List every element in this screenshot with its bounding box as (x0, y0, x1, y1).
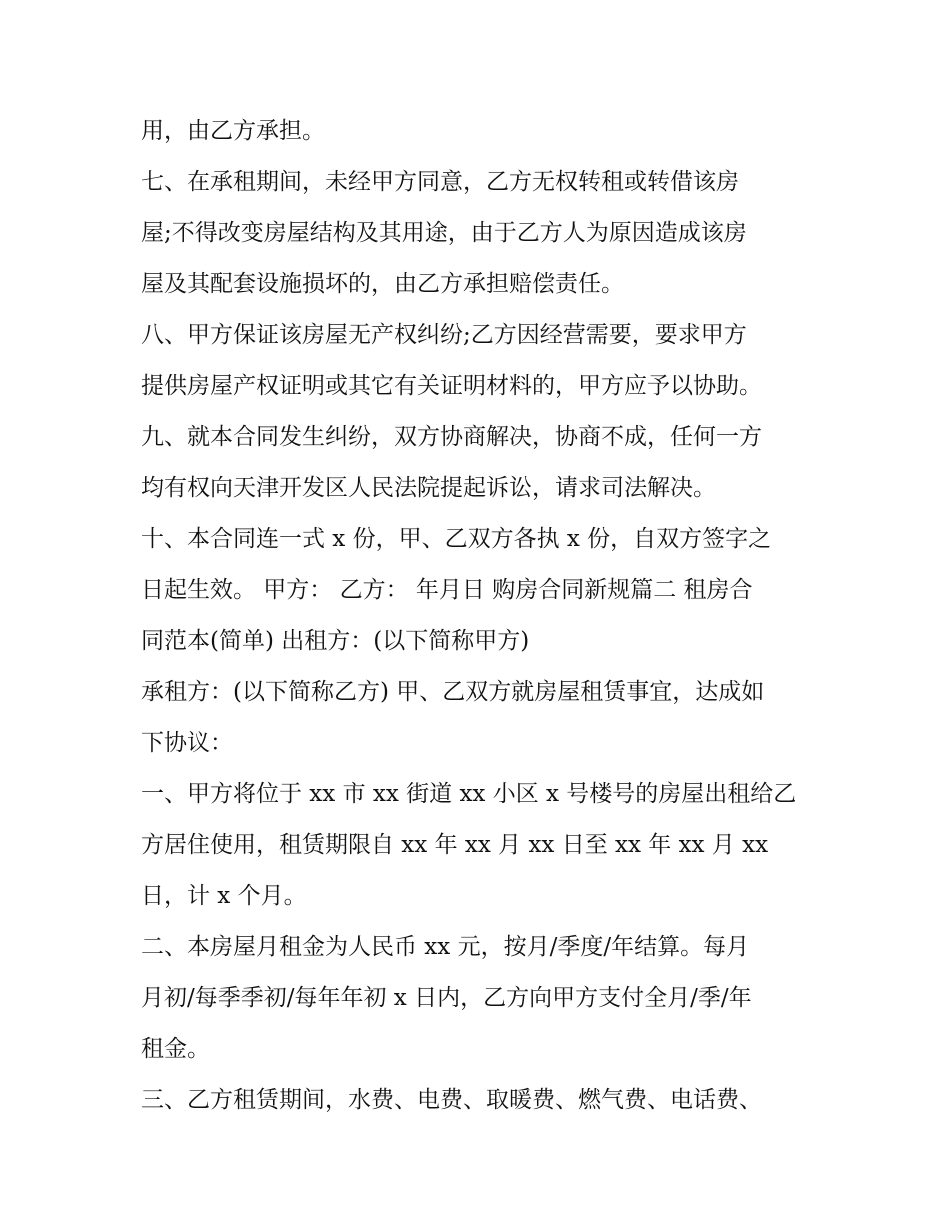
text-line: 日，计 x 个月。 (141, 883, 307, 909)
text-line: 日起生效。 甲方： 乙方： 年月日 购房合同新规篇二 租房合 (141, 577, 753, 603)
text-line: 十、本合同连一式 x 份，甲、乙双方各执 x 份，自双方签字之 (141, 526, 772, 552)
text-line: 用，由乙方承担。 (141, 118, 325, 144)
text-line: 屋;不得改变房屋结构及其用途，由于乙方人为原因造成该房 (141, 220, 747, 246)
text-line: 一、甲方将位于 xx 市 xx 街道 xx 小区 x 号楼号的房屋出租给乙 (141, 781, 797, 807)
text-line: 下协议： (141, 730, 233, 756)
text-line: 方居住使用，租赁期限自 xx 年 xx 月 xx 日至 xx 年 xx 月 xx (141, 832, 769, 858)
text-line: 屋及其配套设施损坏的，由乙方承担赔偿责任。 (141, 271, 624, 297)
text-line: 九、就本合同发生纠纷，双方协商解决，协商不成，任何一方 (141, 424, 762, 450)
text-line: 三、乙方租赁期间，水费、电费、取暖费、燃气费、电话费、 (141, 1087, 762, 1113)
document-body (141, 106, 831, 1126)
text-line: 承租方：(以下简称乙方) 甲、乙双方就房屋租赁事宜，达成如 (141, 679, 765, 705)
text-line: 均有权向天津开发区人民法院提起诉讼，请求司法解决。 (141, 475, 716, 501)
text-line: 租金。 (141, 1036, 210, 1062)
text-line: 提供房屋产权证明或其它有关证明材料的，甲方应予以协助。 (141, 373, 762, 399)
text-line: 二、本房屋月租金为人民币 xx 元，按月/季度/年结算。每月 (141, 934, 750, 960)
text-line: 八、甲方保证该房屋无产权纠纷;乙方因经营需要，要求甲方 (141, 322, 747, 348)
text-line: 同范本(简单) 出租方：(以下简称甲方) (141, 628, 530, 654)
text-line: 七、在承租期间，未经甲方同意，乙方无权转租或转借该房 (141, 169, 739, 195)
text-line: 月初/每季季初/每年年初 x 日内，乙方向甲方支付全月/季/年 (141, 985, 752, 1011)
